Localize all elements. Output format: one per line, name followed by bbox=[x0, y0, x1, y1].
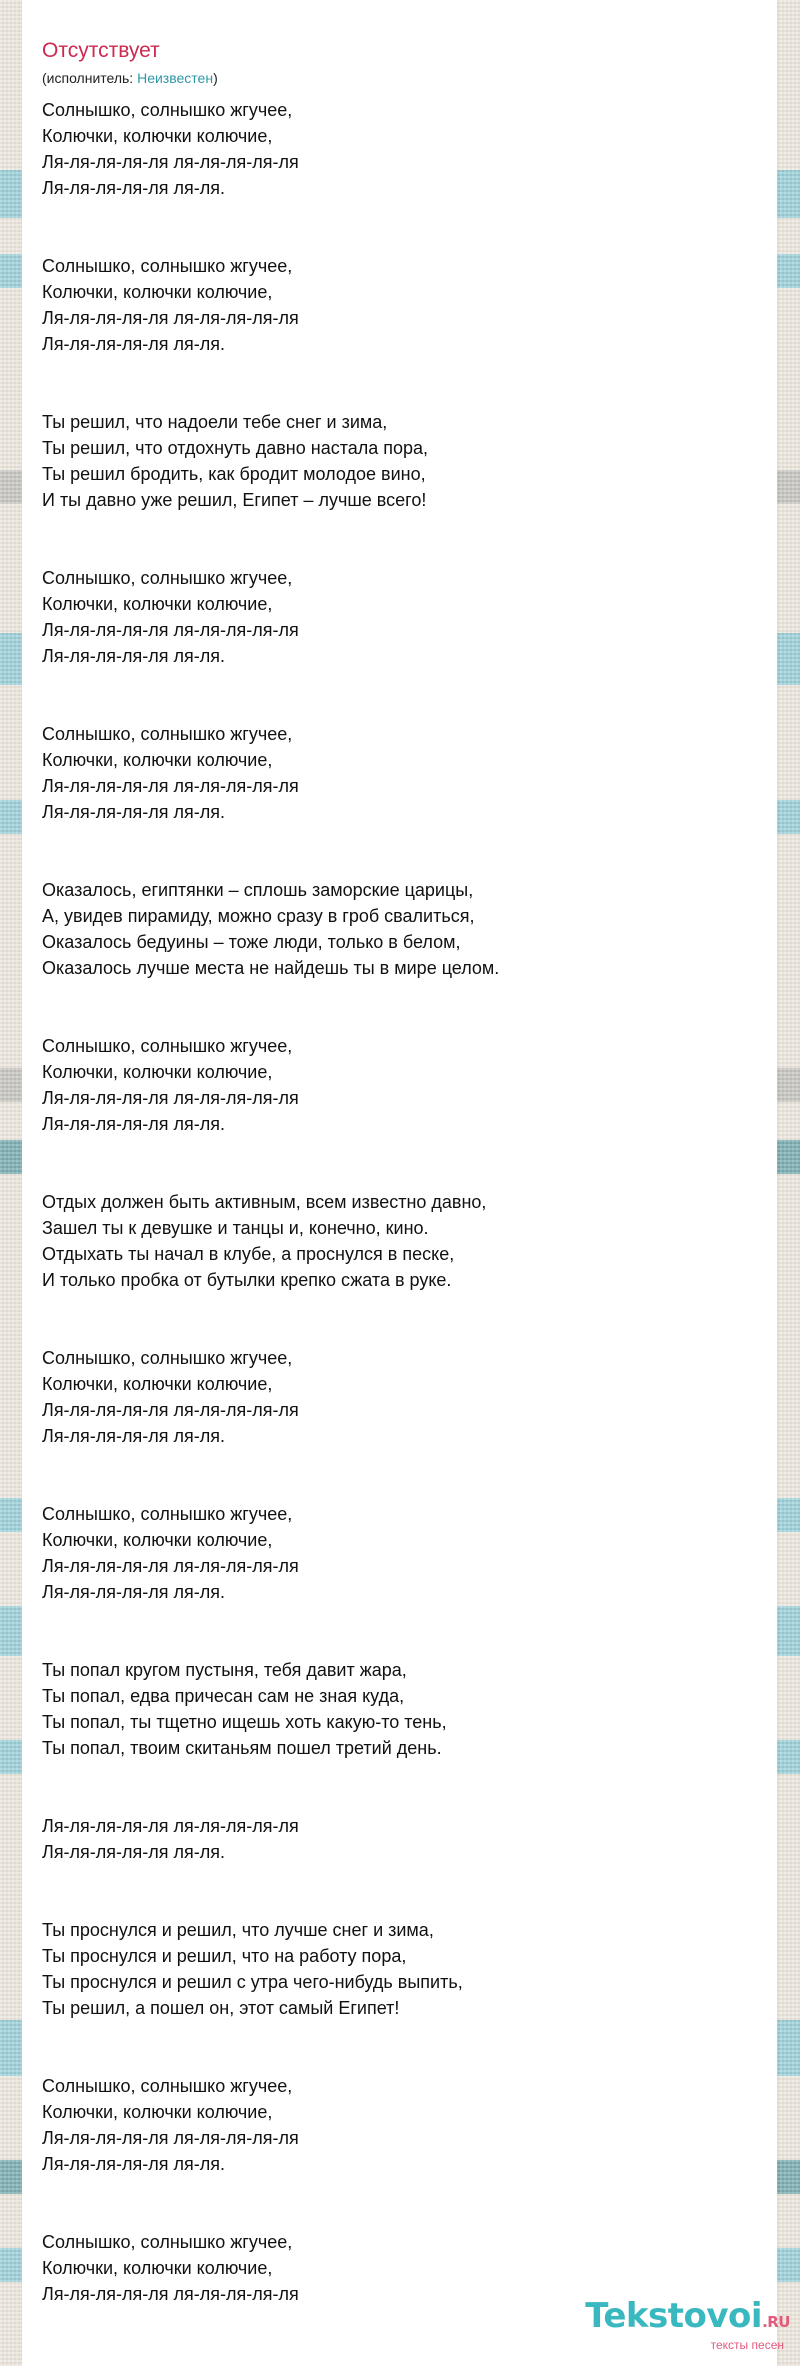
lyric-line: Солнышко, солнышко жгучее, bbox=[42, 1504, 293, 1524]
lyric-line: Ты решил бродить, как бродит молодое вино, bbox=[42, 464, 426, 484]
lyric-line: Ты решил, что отдохнуть давно настала пора, bbox=[42, 438, 429, 458]
artist-link[interactable]: Неизвестен bbox=[137, 70, 214, 86]
lyric-line: Солнышко, солнышко жгучее, bbox=[42, 2076, 293, 2096]
stanza bbox=[42, 1657, 777, 1761]
stanza bbox=[42, 2073, 777, 2177]
stanza bbox=[42, 1345, 777, 1449]
lyric-line: Ля-ля-ля-ля-ля ля-ля. bbox=[42, 2154, 226, 2174]
lyric-line: Ты решил, а пошел он, этот самый Египет! bbox=[42, 1998, 400, 2018]
lyric-line: Колючки, колючки колючие, bbox=[42, 2258, 273, 2278]
lyric-line: Колючки, колючки колючие, bbox=[42, 594, 273, 614]
lyric-line: Оказалось, египтянки – сплошь заморские царицы, bbox=[42, 880, 474, 900]
lyric-line: Ля-ля-ля-ля-ля ля-ля. bbox=[42, 1582, 226, 1602]
artist-prefix: (исполнитель: bbox=[42, 70, 138, 86]
lyric-line: Ты проснулся и решил с утра чего-нибудь выпить, bbox=[42, 1972, 463, 1992]
stanza bbox=[42, 1501, 777, 1605]
lyric-line: Солнышко, солнышко жгучее, bbox=[42, 2232, 293, 2252]
site-logo[interactable] bbox=[585, 2297, 790, 2352]
lyric-line: Ля-ля-ля-ля-ля ля-ля-ля-ля-ля bbox=[42, 1816, 299, 1836]
stanza bbox=[42, 1917, 777, 2021]
lyric-line: А, увидев пирамиду, можно сразу в гроб свалиться, bbox=[42, 906, 475, 926]
lyric-line: Отдыхать ты начал в клубе, а проснулся в песке, bbox=[42, 1244, 455, 1264]
lyric-line: Колючки, колючки колючие, bbox=[42, 750, 273, 770]
lyric-line: Оказалось лучше места не найдешь ты в мире целом. bbox=[42, 958, 500, 978]
logo-tagline: тексты песен bbox=[710, 2338, 784, 2352]
lyric-line: Колючки, колючки колючие, bbox=[42, 1530, 273, 1550]
logo-wordmark bbox=[585, 2297, 790, 2341]
lyric-line: И только пробка от бутылки крепко сжата в руке. bbox=[42, 1270, 452, 1290]
logo-suffix: .RU bbox=[762, 2313, 790, 2331]
stanza bbox=[42, 97, 777, 201]
logo-main-text: Tekstovoi bbox=[585, 2296, 763, 2336]
lyric-line: Ты проснулся и решил, что лучше снег и зима, bbox=[42, 1920, 434, 1940]
lyric-line: Ля-ля-ля-ля-ля ля-ля. bbox=[42, 802, 226, 822]
lyric-line: Отдых должен быть активным, всем известно давно, bbox=[42, 1192, 487, 1212]
lyric-line: Колючки, колючки колючие, bbox=[42, 1374, 273, 1394]
lyric-line: Колючки, колючки колючие, bbox=[42, 126, 273, 146]
lyric-line: Ля-ля-ля-ля-ля ля-ля-ля-ля-ля bbox=[42, 308, 299, 328]
song-header bbox=[22, 0, 777, 87]
lyric-line: Оказалось бедуины – тоже люди, только в белом, bbox=[42, 932, 461, 952]
lyric-line: Ля-ля-ля-ля-ля ля-ля-ля-ля-ля bbox=[42, 1088, 299, 1108]
lyric-line: Солнышко, солнышко жгучее, bbox=[42, 256, 293, 276]
lyric-line: Ля-ля-ля-ля-ля ля-ля-ля-ля-ля bbox=[42, 1400, 299, 1420]
lyrics-body bbox=[22, 87, 777, 2307]
lyric-line: Солнышко, солнышко жгучее, bbox=[42, 1036, 293, 1056]
lyric-line: Ля-ля-ля-ля-ля ля-ля. bbox=[42, 1842, 226, 1862]
lyric-line: Солнышко, солнышко жгучее, bbox=[42, 568, 293, 588]
lyric-line: Колючки, колючки колючие, bbox=[42, 2102, 273, 2122]
stanza bbox=[42, 1189, 777, 1293]
lyric-line: Колючки, колючки колючие, bbox=[42, 282, 273, 302]
artist-suffix: ) bbox=[213, 70, 218, 86]
lyric-line: Ты попал, твоим скитаньям пошел третий день. bbox=[42, 1738, 442, 1758]
stanza bbox=[42, 721, 777, 825]
stanza bbox=[42, 409, 777, 513]
lyric-line: Солнышко, солнышко жгучее, bbox=[42, 1348, 293, 1368]
lyric-line: Ты решил, что надоели тебе снег и зима, bbox=[42, 412, 388, 432]
lyric-line: Ты попал кругом пустыня, тебя давит жара, bbox=[42, 1660, 407, 1680]
stanza bbox=[42, 565, 777, 669]
lyric-line: Ля-ля-ля-ля-ля ля-ля-ля-ля-ля bbox=[42, 1556, 299, 1576]
lyrics-card bbox=[22, 0, 777, 2366]
lyric-line: Зашел ты к девушке и танцы и, конечно, кино. bbox=[42, 1218, 429, 1238]
lyric-line: Ля-ля-ля-ля-ля ля-ля-ля-ля-ля bbox=[42, 2128, 299, 2148]
lyric-line: Ля-ля-ля-ля-ля ля-ля-ля-ля-ля bbox=[42, 620, 299, 640]
stanza bbox=[42, 877, 777, 981]
lyric-line: Колючки, колючки колючие, bbox=[42, 1062, 273, 1082]
lyric-line: Ля-ля-ля-ля-ля ля-ля-ля-ля-ля bbox=[42, 2284, 299, 2304]
stanza bbox=[42, 253, 777, 357]
lyric-line: Ля-ля-ля-ля-ля ля-ля. bbox=[42, 1114, 226, 1134]
lyric-line: Ля-ля-ля-ля-ля ля-ля. bbox=[42, 1426, 226, 1446]
lyric-line: Ля-ля-ля-ля-ля ля-ля-ля-ля-ля bbox=[42, 152, 299, 172]
stanza bbox=[42, 1813, 777, 1865]
lyric-line: Ля-ля-ля-ля-ля ля-ля. bbox=[42, 334, 226, 354]
artist-line bbox=[42, 69, 777, 87]
lyric-line: Солнышко, солнышко жгучее, bbox=[42, 724, 293, 744]
lyric-line: Ля-ля-ля-ля-ля ля-ля. bbox=[42, 646, 226, 666]
lyric-line: Солнышко, солнышко жгучее, bbox=[42, 100, 293, 120]
lyric-line: Ты проснулся и решил, что на работу пора, bbox=[42, 1946, 407, 1966]
song-title: Отсутствует bbox=[42, 39, 160, 62]
lyric-line: Ля-ля-ля-ля-ля ля-ля-ля-ля-ля bbox=[42, 776, 299, 796]
lyric-line: Ты попал, едва причесан сам не зная куда, bbox=[42, 1686, 405, 1706]
lyric-line: Ты попал, ты тщетно ищешь хоть какую-то тень, bbox=[42, 1712, 447, 1732]
stanza bbox=[42, 1033, 777, 1137]
lyric-line: Ля-ля-ля-ля-ля ля-ля. bbox=[42, 178, 226, 198]
lyric-line: И ты давно уже решил, Египет – лучше всего! bbox=[42, 490, 427, 510]
